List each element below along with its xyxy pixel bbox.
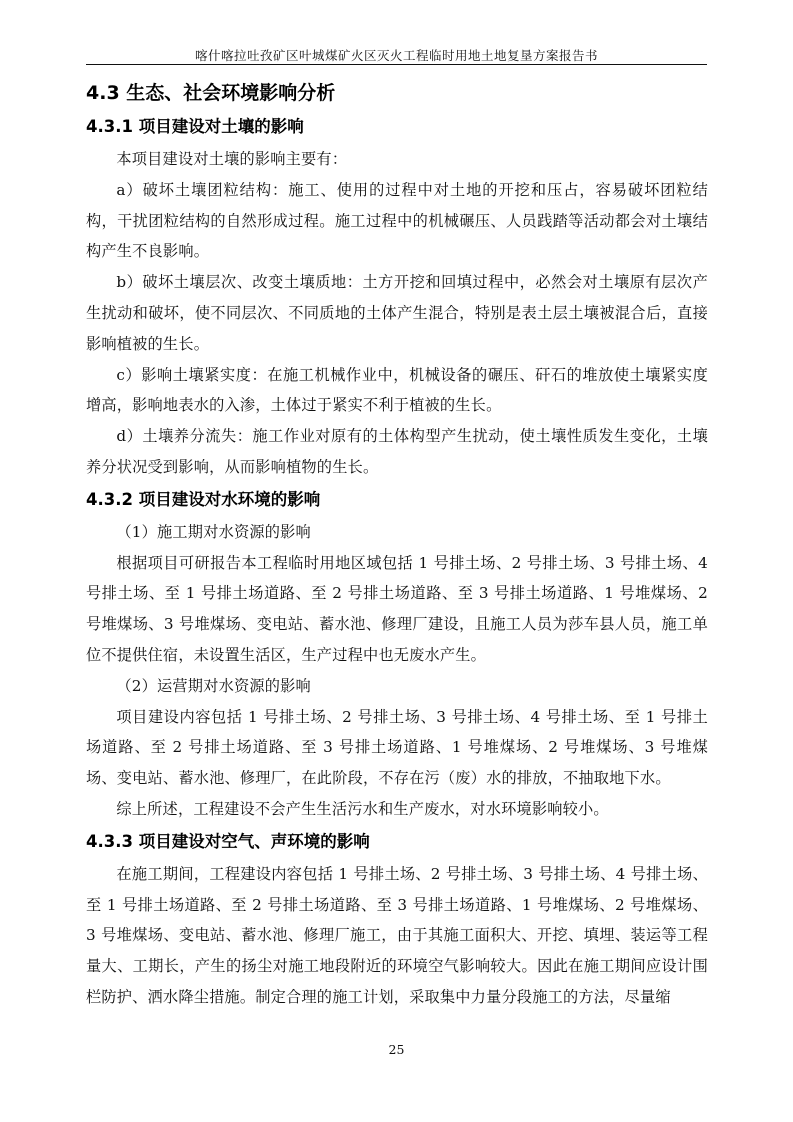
paragraph: b）破坏土壤层次、改变土壤质地：土方开挖和回填过程中，必然会对土壤原有层次产生扰动和破坏，使不同层次、不同质地的土体产生混合，特别是表土层土壤被混合后，直接影响植被的生长。 (86, 273, 708, 353)
paragraph: a）破坏土壤团粒结构：施工、使用的过程中对土地的开挖和压占，容易破坏团粒结构，干扰团粒结构的自然形成过程。施工过程中的机械碾压、人员践踏等活动都会对土壤结构产生不良影响。 (86, 180, 708, 261)
section-heading-4-3-2: 4.3.2 项目建设对水环境的影响 (86, 489, 321, 509)
paragraph: 在施工期间，工程建设内容包括 1 号排土场、2 号排土场、3 号排土场、4 号排土场、至 1 号排土场道路、至 2 号排土场道路、至 3 号排土场道路、1 号堆煤场、2 号堆煤场、3 号堆煤场、变电站、蓄水池、修理厂施工，由于其施工面积大、开挖、填埋、装运等工程量大、工期长，产生的扬尘对施工地段附近的环境空气影响较大。因此在施工期间应设计围栏防护、洒水降尘措施。制定合理的施工计划，采取集中力量分段施工的方法，尽量缩 (86, 864, 708, 1006)
paragraph: 根据项目可研报告本工程临时用地区域包括 1 号排土场、2 号排土场、3 号排土场、4 号排土场、至 1 号排土场道路、至 2 号排土场道路、至 3 号排土场道路、1 号堆煤场、2 号堆煤场、3 号堆煤场、变电站、蓄水池、修理厂建设，且施工人员为莎车县人员，施工单位不提供住宿，未设置生活区，生产过程中也无废水产生。 (86, 553, 708, 664)
running-header: 喀什喀拉吐孜矿区叶城煤矿火区灭火工程临时用地土地复垦方案报告书 (194, 48, 598, 63)
header-rule (86, 64, 707, 65)
subsection-label: （1）施工期对水资源的影响 (116, 522, 311, 541)
paragraph: c）影响土壤紧实度：在施工机械作业中，机械设备的碾压、矸石的堆放使土壤紧实度增高，影响地表水的入渗，土体过于紧实不利于植被的生长。 (86, 365, 708, 415)
section-heading-4-3-1: 4.3.1 项目建设对土壤的影响 (86, 117, 304, 136)
section-heading-4-3-3: 4.3.3 项目建设对空气、声环境的影响 (86, 831, 370, 851)
paragraph: 项目建设内容包括 1 号排土场、2 号排土场、3 号排土场、4 号排土场、至 1 号排土场道路、至 2 号排土场道路、至 3 号排土场道路、1 号堆煤场、2 号堆煤场、3 号堆煤场、变电站、蓄水池、修理厂，在此阶段，不存在污（废）水的排放，不抽取地下水。 (86, 707, 708, 788)
subsection-label: （2）运营期对水资源的影响 (116, 676, 311, 695)
paragraph: 本项目建设对土壤的影响主要有： (116, 150, 348, 168)
page-number: 25 (388, 1042, 405, 1057)
section-heading-4-3: 4.3 生态、社会环境影响分析 (86, 82, 336, 104)
page-content (86, 76, 708, 1013)
paragraph: d）土壤养分流失：施工作业对原有的土体构型产生扰动，使土壤性质发生变化，土壤养分状况受到影响，从而影响植物的生长。 (86, 427, 708, 476)
paragraph: 综上所述，工程建设不会产生生活污水和生产废水，对水环境影响较小。 (116, 799, 609, 818)
